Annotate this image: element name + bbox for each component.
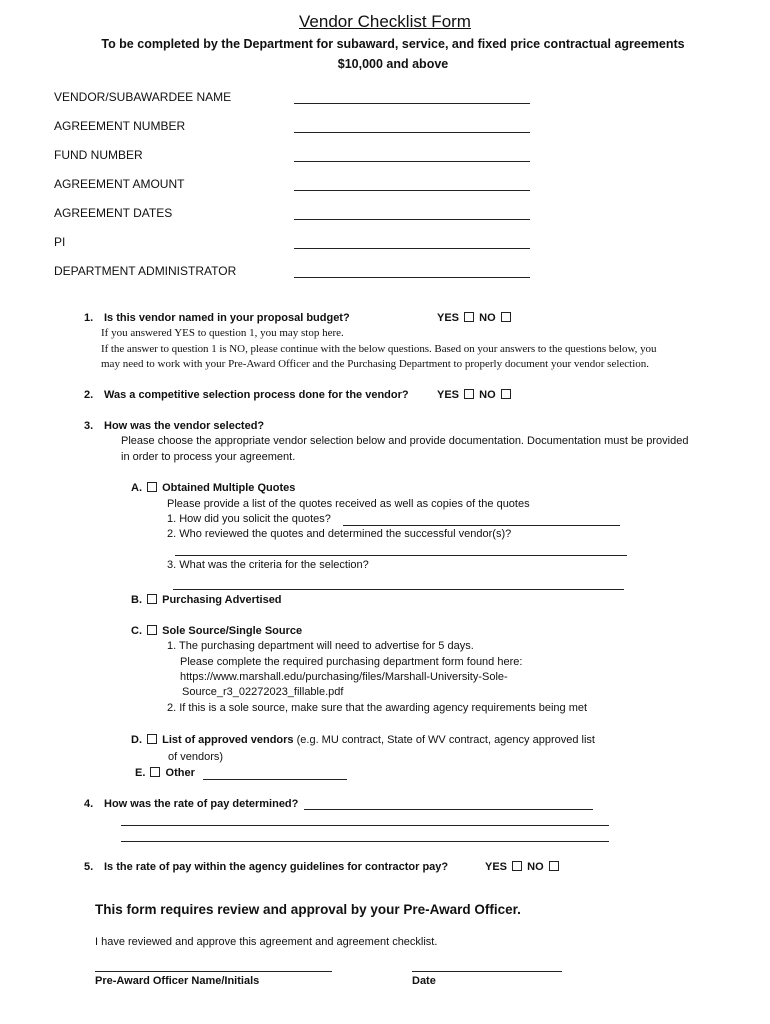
q1-note2: If the answer to question 1 is NO, please continue with the below questions. Based on your answers to the questions below, you bbox=[101, 343, 657, 355]
q3-text: How was the vendor selected? bbox=[104, 420, 265, 432]
q5-no-label: NO bbox=[527, 861, 544, 873]
option-c-url2: Source_r3_02272023_fillable.pdf bbox=[182, 686, 344, 698]
option-a-q1: 1. How did you solicit the quotes? bbox=[167, 513, 331, 525]
q5-text: Is the rate of pay within the agency guidelines for contractor pay? bbox=[104, 861, 449, 873]
q2-yes-label: YES bbox=[437, 389, 460, 401]
option-d-letter: D. bbox=[131, 734, 142, 746]
option-a-q1-line[interactable] bbox=[343, 525, 620, 526]
option-a-letter: A. bbox=[131, 482, 142, 494]
field-line-vendor-name[interactable] bbox=[294, 103, 530, 104]
subtitle-line2: $10,000 and above bbox=[337, 57, 449, 71]
option-c-url1: https://www.marshall.edu/purchasing/files/Marshall-University-Sole- bbox=[180, 671, 508, 683]
field-label-agreement-number: AGREEMENT NUMBER bbox=[54, 119, 186, 133]
field-line-department-administrator[interactable] bbox=[294, 277, 530, 278]
q2-yes-no bbox=[437, 389, 513, 401]
option-c-item1b: Please complete the required purchasing department form found here: bbox=[180, 656, 523, 668]
q4-line1[interactable] bbox=[304, 809, 593, 810]
option-a-q2-line[interactable] bbox=[175, 555, 627, 556]
field-label-department-administrator: DEPARTMENT ADMINISTRATOR bbox=[54, 264, 237, 278]
q2-no-label: NO bbox=[479, 389, 496, 401]
q4-line3[interactable] bbox=[121, 841, 609, 842]
field-line-fund-number[interactable] bbox=[294, 161, 530, 162]
signature-name-line[interactable] bbox=[95, 971, 332, 972]
q5-yes-no bbox=[485, 861, 561, 873]
option-a-checkbox[interactable] bbox=[147, 482, 157, 492]
option-a-desc: Please provide a list of the quotes received as well as copies of the quotes bbox=[167, 498, 530, 510]
option-a-q2: 2. Who reviewed the quotes and determined the successful vendor(s)? bbox=[167, 528, 512, 540]
q1-yes-no bbox=[437, 312, 513, 324]
page-title: Vendor Checklist Form bbox=[299, 12, 471, 31]
q5-number: 5. bbox=[84, 861, 94, 873]
option-b bbox=[131, 594, 282, 606]
q1-no-label: NO bbox=[479, 312, 496, 324]
option-d-desc: (e.g. MU contract, State of WV contract, agency approved list bbox=[296, 734, 595, 746]
option-d-desc2: of vendors) bbox=[168, 751, 224, 763]
subtitle-line1: To be completed by the Department for subaward, service, and fixed price contractual agreements bbox=[101, 37, 685, 51]
field-line-agreement-dates[interactable] bbox=[294, 219, 530, 220]
option-a-q3-line[interactable] bbox=[173, 589, 624, 590]
q3-number: 3. bbox=[84, 420, 94, 432]
field-label-fund-number: FUND NUMBER bbox=[54, 148, 143, 162]
q1-yes-checkbox[interactable] bbox=[464, 312, 474, 322]
option-a bbox=[131, 482, 295, 494]
option-e bbox=[135, 767, 195, 779]
q2-text: Was a competitive selection process done for the vendor? bbox=[104, 389, 409, 401]
q3-desc1: Please choose the appropriate vendor selection below and provide documentation. Documentation must be provided bbox=[121, 435, 689, 447]
q1-number: 1. bbox=[84, 312, 94, 324]
option-c bbox=[131, 625, 302, 637]
signature-name-label: Pre-Award Officer Name/Initials bbox=[95, 975, 260, 987]
option-c-checkbox[interactable] bbox=[147, 625, 157, 635]
field-line-agreement-number[interactable] bbox=[294, 132, 530, 133]
q4-number: 4. bbox=[84, 798, 94, 810]
q5-yes-label: YES bbox=[485, 861, 508, 873]
field-line-pi[interactable] bbox=[294, 248, 530, 249]
q1-note1: If you answered YES to question 1, you may stop here. bbox=[101, 327, 344, 339]
option-d-label: List of approved vendors bbox=[162, 734, 294, 746]
q3-desc2: in order to process your agreement. bbox=[121, 451, 296, 463]
approval-heading: This form requires review and approval by your Pre-Award Officer. bbox=[95, 902, 521, 917]
option-e-checkbox[interactable] bbox=[150, 767, 160, 777]
option-b-label: Purchasing Advertised bbox=[162, 594, 282, 606]
option-b-checkbox[interactable] bbox=[147, 594, 157, 604]
field-label-agreement-dates: AGREEMENT DATES bbox=[54, 206, 173, 220]
q1-yes-label: YES bbox=[437, 312, 460, 324]
signature-date-label: Date bbox=[412, 975, 436, 987]
option-c-item1: 1. The purchasing department will need to advertise for 5 days. bbox=[167, 640, 474, 652]
field-label-vendor-name: VENDOR/SUBAWARDEE NAME bbox=[54, 90, 232, 104]
field-label-pi: PI bbox=[54, 235, 66, 249]
option-d-checkbox[interactable] bbox=[147, 734, 157, 744]
q4-line2[interactable] bbox=[121, 825, 609, 826]
option-d bbox=[131, 734, 595, 746]
option-e-label: Other bbox=[165, 767, 195, 779]
option-e-letter: E. bbox=[135, 767, 146, 779]
q1-no-checkbox[interactable] bbox=[501, 312, 511, 322]
q1-text: Is this vendor named in your proposal budget? bbox=[104, 312, 350, 324]
option-a-label: Obtained Multiple Quotes bbox=[162, 482, 296, 494]
field-line-agreement-amount[interactable] bbox=[294, 190, 530, 191]
approval-statement: I have reviewed and approve this agreement and agreement checklist. bbox=[95, 936, 438, 948]
option-c-item2: 2. If this is a sole source, make sure that the awarding agency requirements being met bbox=[167, 702, 588, 714]
field-label-agreement-amount: AGREEMENT AMOUNT bbox=[54, 177, 185, 191]
option-c-letter: C. bbox=[131, 625, 142, 637]
option-b-letter: B. bbox=[131, 594, 142, 606]
q2-yes-checkbox[interactable] bbox=[464, 389, 474, 399]
option-c-label: Sole Source/Single Source bbox=[162, 625, 303, 637]
q5-no-checkbox[interactable] bbox=[549, 861, 559, 871]
q2-number: 2. bbox=[84, 389, 94, 401]
q1-note3: may need to work with your Pre-Award Officer and the Purchasing Department to properly document your vendor selection. bbox=[101, 358, 650, 370]
option-e-line[interactable] bbox=[203, 779, 347, 780]
q5-yes-checkbox[interactable] bbox=[512, 861, 522, 871]
option-a-q3: 3. What was the criteria for the selection? bbox=[167, 559, 369, 571]
signature-date-line[interactable] bbox=[412, 971, 562, 972]
q2-no-checkbox[interactable] bbox=[501, 389, 511, 399]
q4-text: How was the rate of pay determined? bbox=[104, 798, 299, 810]
